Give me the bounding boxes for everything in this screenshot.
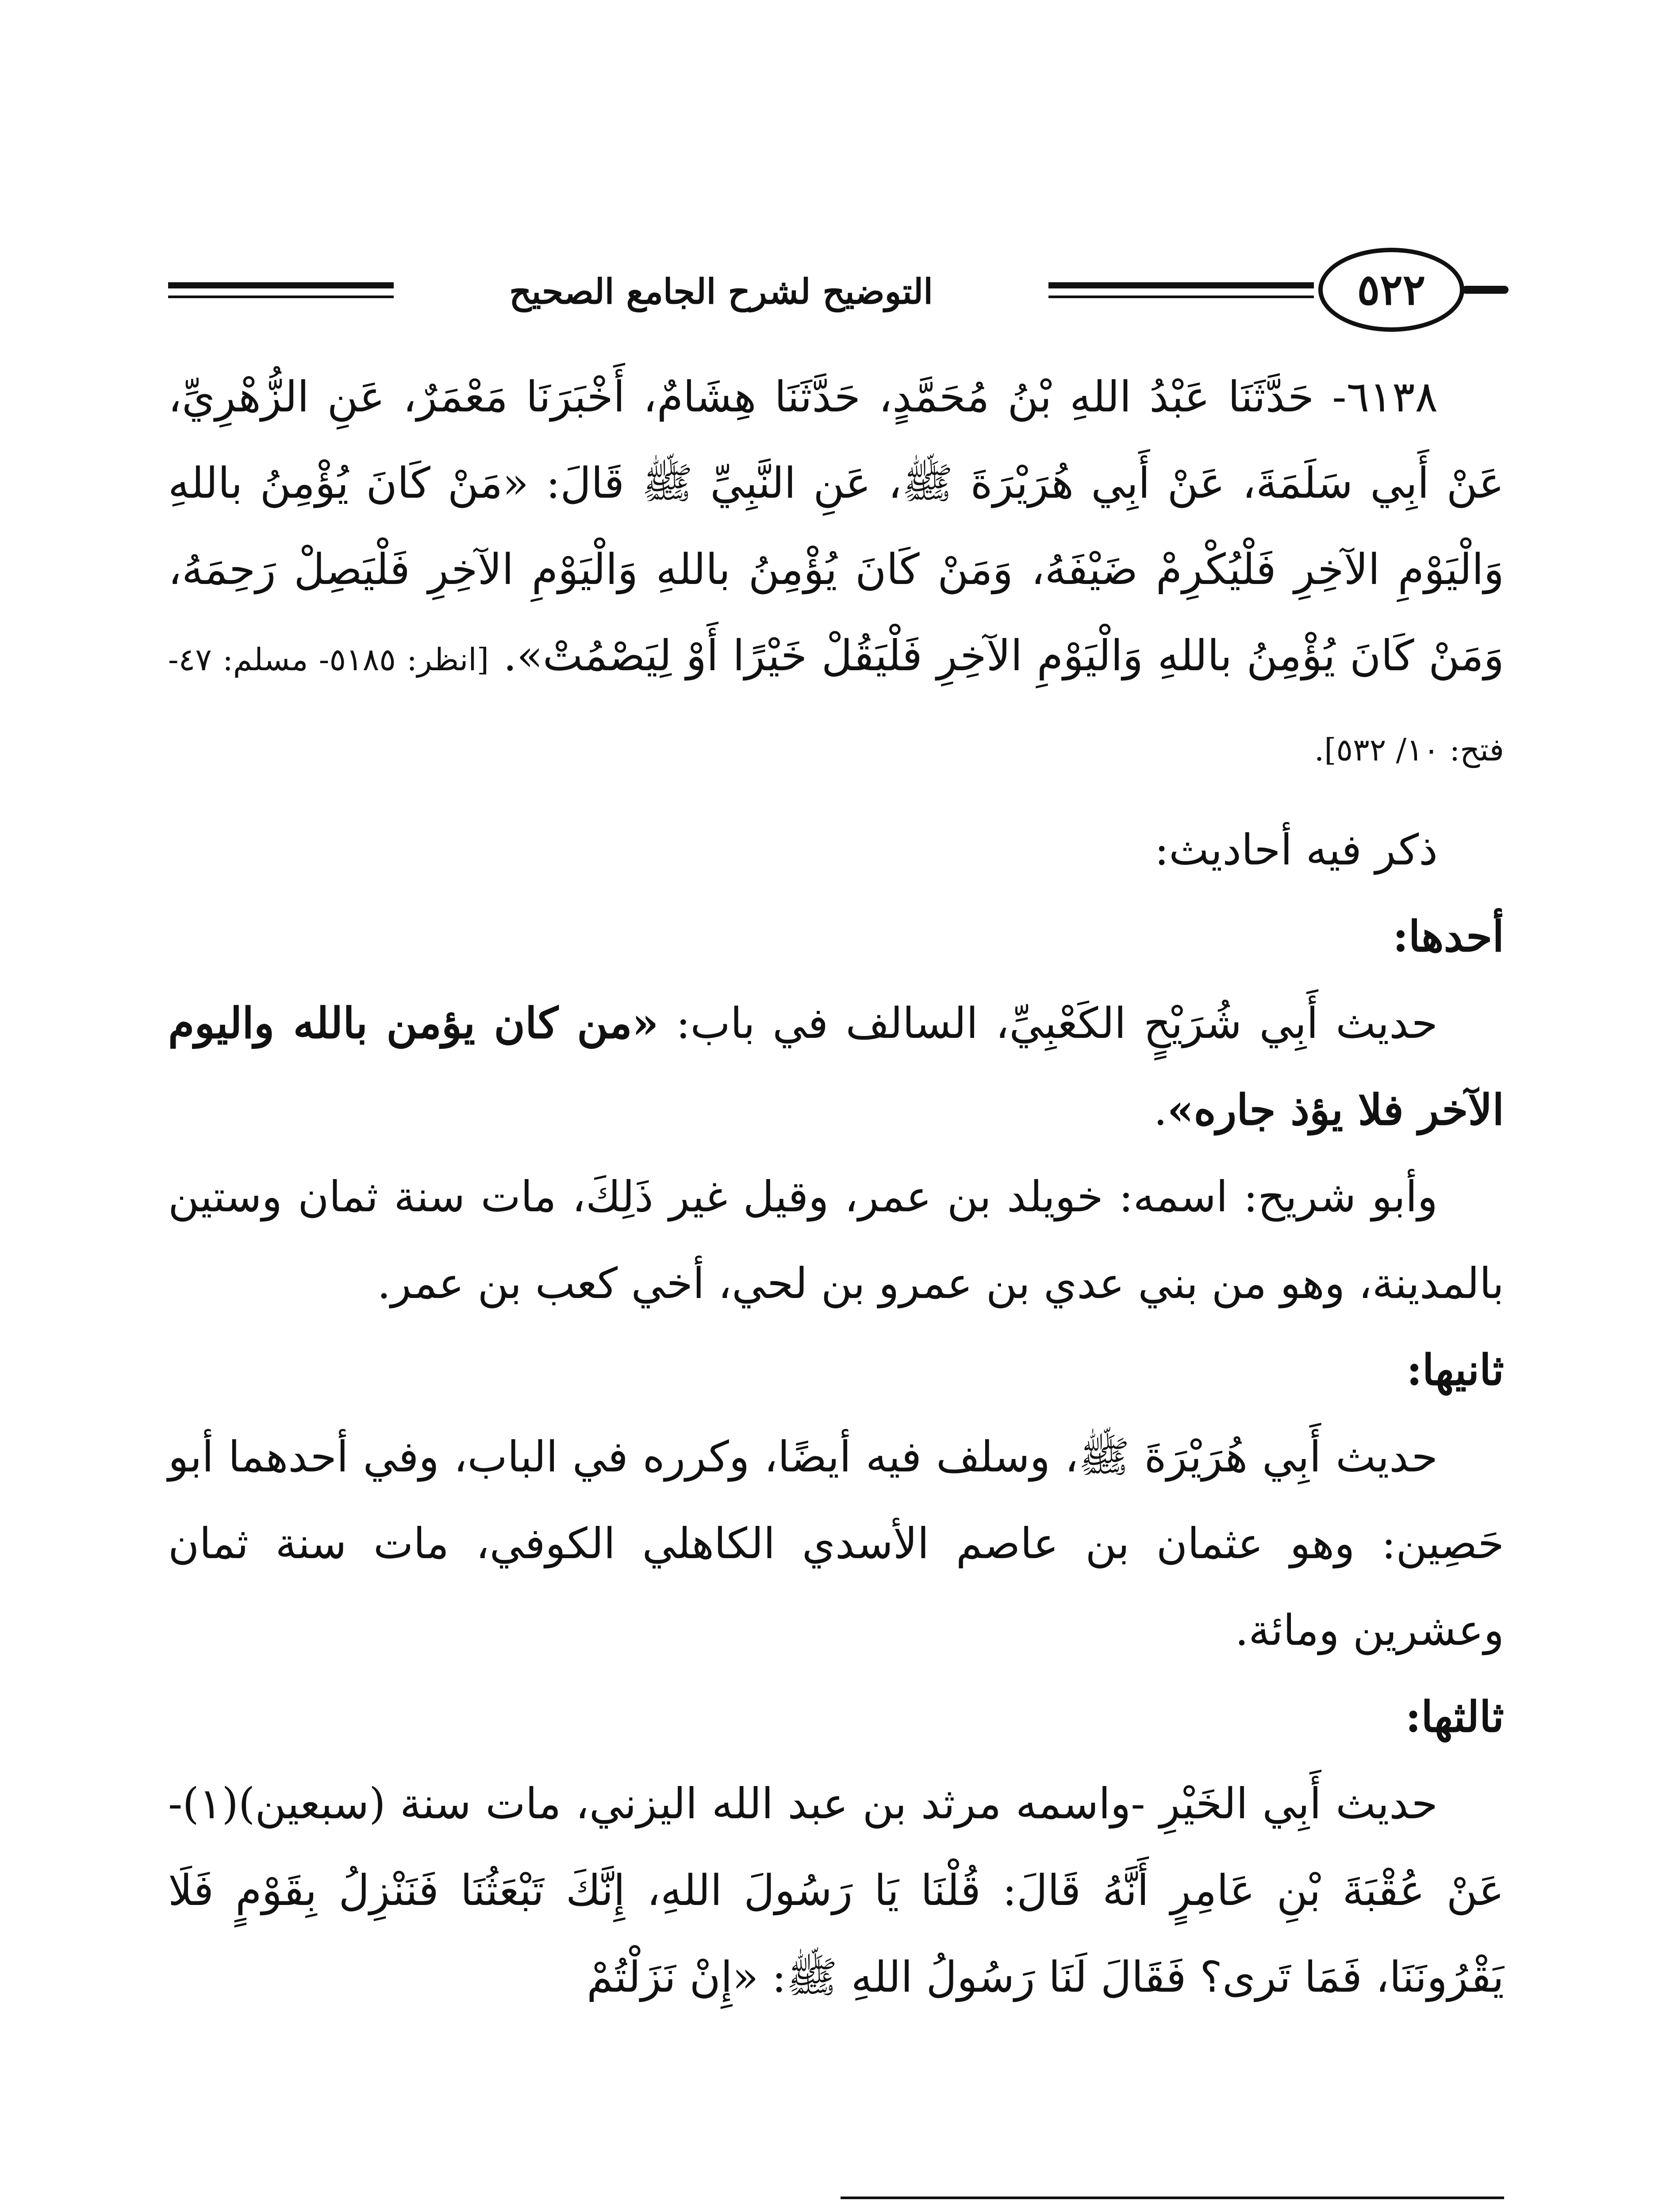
third-paragraph: حديث أَبِي الخَيْرِ -واسمه مرثد بن عبد الله اليزني، مات سنة (سبعين)(١)- عَنْ عُقْبَةَ بْنِ عَامِرٍ أَنَّهُ قَالَ: قُلْنَا يَا رَسُولَ اللهِ، إِنَّكَ تَبْعَثُنَا فَنَنْزِلُ بِقَوْمٍ فَلَا يَقْرُونَنَا، فَمَا تَرى؟ فَقَالَ لَنَا رَسُولُ اللهِ ﷺ: «إِنْ نَزَلْتُمْ xyxy=(168,1779,1505,2002)
header-rule-left-top xyxy=(168,282,394,288)
first-paragraph-quote: «من كان يؤمن بالله واليوم الآخر فلا يؤذ جاره» xyxy=(168,998,1504,1135)
header-ornament xyxy=(1462,286,1509,294)
footnote-separator xyxy=(841,2197,1504,2199)
page-header xyxy=(159,248,1509,336)
first-paragraph xyxy=(168,980,1504,1153)
heading-second: ثانيها: xyxy=(1406,1345,1504,1395)
page-body xyxy=(168,354,1504,2020)
abu-shurayh-paragraph: وأبو شريح: اسمه: خويلد بن عمر، وقيل غير ذَلِكَ، مات سنة ثمان وستين بالمدينة، وهو من بني عدي بن عمرو بن لحي، أخي كعب بن عمر. xyxy=(168,1172,1504,1308)
hadith-reference: [انظر: ٥١٨٥- مسلم: ٤٧- فتح: ١٠/ ٥٣٢]. xyxy=(168,641,1504,768)
hadith-matn: ٦١٣٨- حَدَّثَنَا عَبْدُ اللهِ بْنُ مُحَمَّدٍ، حَدَّثَنَا هِشَامٌ، أَخْبَرَنَا مَعْمَرٌ، عَنِ الزُّهْرِيِّ، عَنْ أَبِي سَلَمَةَ، عَنْ أَبِي هُرَيْرَةَ ﷺ، عَنِ النَّبِيِّ ﷺ قَالَ: «مَنْ كَانَ يُؤْمِنُ باللهِ وَالْيَوْمِ الآخِرِ فَلْيُكْرِمْ ضَيْفَهُ، وَمَنْ كَانَ يُؤْمِنُ باللهِ وَالْيَوْمِ الآخِرِ فَلْيَصِلْ رَحِمَهُ، وَمَنْ كَانَ يُؤْمِنُ باللهِ وَالْيَوْمِ الآخِرِ فَلْيَقُلْ خَيْرًا أَوْ لِيَصْمُتْ». xyxy=(168,372,1505,680)
heading-first: أحدها: xyxy=(1393,911,1504,961)
header-rule-left-bottom xyxy=(168,296,394,298)
running-title: التوضيح لشرح الجامع الصحيح xyxy=(509,272,933,312)
first-paragraph-lead: حديث أَبِي شُرَيْحٍ الكَعْبِيِّ، السالف في باب: xyxy=(658,998,1438,1048)
header-rule-middle-top xyxy=(1048,282,1314,288)
commentary-intro: ذكر فيه أحاديث: xyxy=(1154,825,1438,875)
page-number: ٥٢٢ xyxy=(1318,248,1464,332)
hadith-text xyxy=(168,354,1504,793)
heading-third: ثالثها: xyxy=(1405,1692,1504,1742)
first-paragraph-end: . xyxy=(1154,1085,1167,1135)
second-paragraph: حديث أَبِي هُرَيْرَةَ ﷺ، وسلف فيه أيضًا، وكرره في الباب، وفي أحدهما أبو حَصِين: وهو عثمان بن عاصم الأسدي الكاهلي الكوفي، مات سنة ثمان وعشرين ومائة. xyxy=(168,1432,1505,1655)
header-rule-middle-bottom xyxy=(1048,296,1314,298)
